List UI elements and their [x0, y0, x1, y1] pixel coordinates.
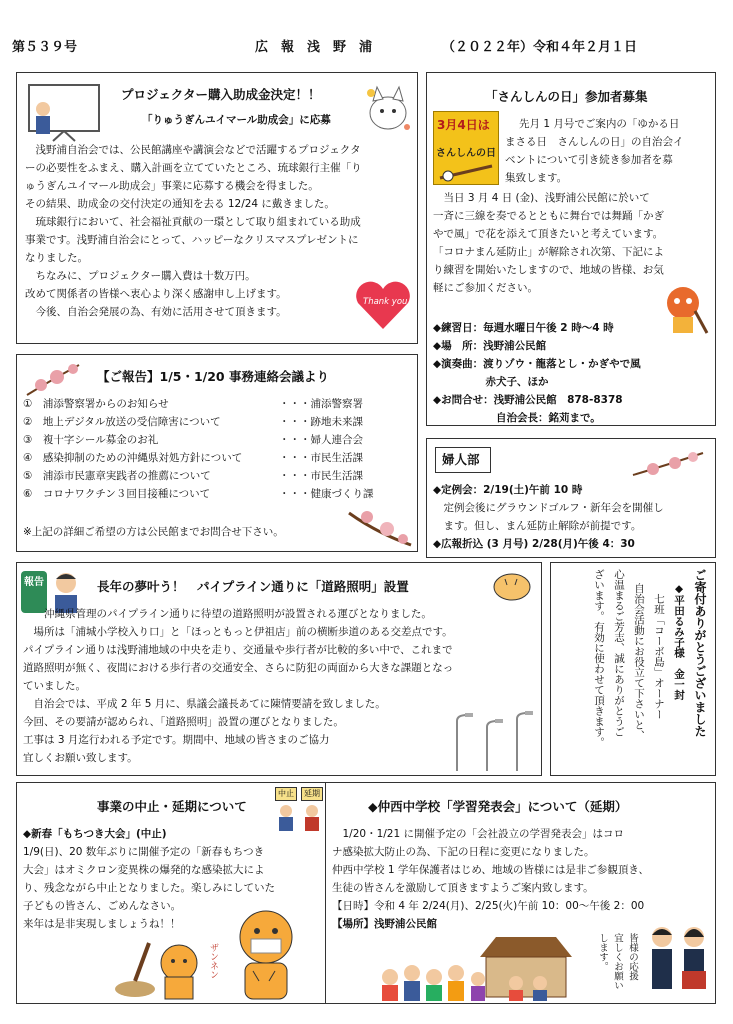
- projector-line: 今後、自治会発展の為、有効に活用させて頂きます。: [25, 306, 287, 318]
- tiger-small-icon: [487, 567, 537, 603]
- blossom-icon: [631, 445, 705, 483]
- sanshin-body-line: 一斉に三線を奏でるとともに舞台では舞踊「かぎ: [433, 210, 664, 222]
- cancel-line: り、残念ながら中止となりました。楽しみにしていた: [23, 882, 275, 894]
- cancel-title: 事業の中止・延期について: [97, 799, 247, 814]
- school-line: ナ感染拡大防止の為、下記の日程に変更になりました。: [332, 846, 595, 858]
- meeting-title: 【ご報告】1/5・1/20 事務連絡会議より: [97, 369, 329, 384]
- lighting-line: 今回、その要請が認められ、「道路照明」設置の運びとなりました。: [23, 716, 344, 728]
- masthead: [12, 36, 722, 56]
- meeting-item-org: ・・・市民生活課: [279, 452, 363, 464]
- cancel-line: 1/9(日)、20 数年ぶりに開催予定の「新春もちつき: [23, 846, 265, 858]
- projector-line: ーの必要性をふまえ、購入計画を立てていたところ、琉球銀行主催「り: [25, 162, 362, 174]
- sanshin-body-line: 当日 3 月 4 日 (金)、浅野浦公民館に於いて: [433, 192, 650, 204]
- crowd-house-illustration: [376, 933, 576, 1003]
- cancel-line: 子どもの皆さん、ごめんなさい。: [23, 900, 182, 912]
- donation-line: 心温まるご芳志、誠にありがとうご: [613, 569, 625, 737]
- lighting-line: 宜しくお願い致します。: [23, 752, 138, 764]
- sanshin-intro-line: ベントについて引き続き参加者を募: [505, 154, 673, 166]
- issue-number: 第５３９号: [12, 40, 78, 55]
- meeting-item-org: ・・・跡地未来課: [279, 416, 363, 428]
- projector-line: 事業です。浅野浦自治会にとって、ハッピーなクリスマスプレゼントに: [25, 234, 359, 246]
- issue-date: （２０２２年）令和４年２月１日: [442, 40, 638, 55]
- meeting-item-label: ② 地上デジタル放送の受信障害について: [23, 416, 221, 428]
- lighting-line: 自治会では、平成 2 年 5 月に、県議会議長あてに陳情要請を致しました。: [23, 698, 386, 710]
- sanshin-intro-line: 先月 1 月号でご案内の「ゆかる日: [519, 118, 680, 130]
- projector-line: ゅうぎんユイマール助成会」事業に応募する機会を得ました。: [25, 180, 319, 192]
- meeting-note: ※上記の詳細ご希望の方は公民館までお問合せ下さい。: [23, 526, 284, 538]
- sign-postpone: 延期: [301, 787, 323, 801]
- projector-screen-illustration: [23, 81, 105, 143]
- students-illustration: [646, 923, 712, 1003]
- poster-date: 3月4日は: [437, 118, 490, 132]
- lighting-line: 場所は「浦城小学校入り口」と「ほっともっと伊祖店」前の横断歩道のある交差点です。: [23, 626, 453, 638]
- projector-line: 改めて関係者の皆様へ衷心より深く感謝申し上げます。: [25, 288, 287, 300]
- lighting-line: パイプライン通りは浅野浦地域の中央を走り、交通量や歩行者が比較的多い中で、これまで: [23, 644, 453, 656]
- report-badge-text: 報告: [24, 577, 44, 588]
- sanshin-title: 「さんしんの日」参加者募集: [485, 89, 648, 104]
- projector-line: ちなみに、プロジェクター購入費は十数万円。: [25, 270, 256, 282]
- lighting-line: 沖縄県管理のパイプライン通りに待望の道路照明が設置される運びとなりました。: [23, 608, 432, 620]
- projector-title: プロジェクター購入助成金決定！！: [121, 87, 321, 102]
- projector-article: [16, 72, 418, 344]
- school-line: 【場所】浅野浦公民館: [332, 918, 437, 930]
- projector-line: 浅野浦自治会では、公民館講座や講演会などで活躍するプロジェクタ: [25, 144, 361, 156]
- sanshin-intro-line: 集致します。: [505, 172, 568, 184]
- zannen-text: ザンネン: [208, 943, 218, 979]
- sanshin-article: [426, 72, 716, 426]
- sanshin-detail: ◆お問合せ：浅野浦公民館 878-8378: [433, 394, 623, 406]
- fujinbu-line: ます。但し、まん延防止解除が前提です。: [433, 520, 642, 532]
- projector-line: なりました。: [25, 252, 88, 264]
- tiger-mask-illustration: [231, 905, 301, 1001]
- meeting-item-org: ・・・婦人連合会: [279, 434, 363, 446]
- cancel-line: 大会」はオミクロン変異株の爆発的な感染拡大によ: [23, 864, 265, 876]
- donation-line: ざいます。有効に使わせて頂きます。: [593, 569, 605, 748]
- fujinbu-article: [426, 438, 716, 558]
- donation-article: [550, 562, 716, 776]
- meeting-item-label: ① 浦添警察署からのお知らせ: [23, 398, 169, 410]
- sign-cancel: 中止: [275, 787, 297, 801]
- sanshin-detail: 自治会長：銘苅まで。: [433, 412, 601, 424]
- sanshin-body-line: 「コロナまん延防止」が解除され次第、下記によ: [433, 246, 664, 258]
- shisa-icon: [657, 281, 709, 337]
- cancel-signs-illustration: [273, 785, 325, 833]
- lighting-title: 長年の夢叶う！ パイプライン通りに「道路照明」設置: [97, 579, 409, 594]
- projector-subtitle: 「りゅうぎんユイマール助成会」に応募: [142, 114, 331, 126]
- fujinbu-line: ◆定例会：2/19(土)午前 10 時: [433, 484, 583, 496]
- support-bubble-line: 皆様の応援: [627, 933, 638, 981]
- meeting-item-org: ・・・浦添警察署: [279, 398, 363, 410]
- school-line: 生徒の皆さんを激励して頂きますようご案内致します。: [332, 882, 594, 894]
- poster-name: さんしんの日: [436, 148, 496, 159]
- mochi-subtitle: ◆新春「もちつき大会」(中止): [23, 828, 167, 840]
- donation-title: ご寄付ありがとうございました: [693, 569, 707, 737]
- cancel-line: 来年は是非実現しましょうね！！: [23, 918, 181, 930]
- paper-name: 広 報 浅 野 浦: [255, 40, 373, 55]
- sanshin-detail: ◆演奏曲：渡りゾウ・龍落とし・かぎやで風: [433, 358, 641, 370]
- cancel-article: [16, 782, 326, 1004]
- meeting-report: [16, 354, 418, 552]
- donation-donor: ◆平田るみ子様 金一封: [673, 583, 685, 700]
- sanshin-intro-line: まさる日 さんしんの日」の自治会イ: [505, 136, 684, 148]
- fujinbu-line: 定例会後にグラウンドゴルフ・新年会を開催し: [433, 502, 664, 514]
- fujinbu-line: ◆広報折込 (3 月号) 2/28(月)午後 4：30: [433, 538, 635, 550]
- sanshin-body-line: やで風」で花を添えて頂きたいと考えています。: [433, 228, 664, 240]
- fujinbu-title-box: [435, 447, 491, 473]
- plum-blossom-icon: [23, 359, 83, 399]
- school-line: 1/20・1/21 に開催予定の「会社設立の学習発表会」はコロ: [332, 828, 624, 840]
- meeting-item-label: ⑤ 浦添市民憲章実践者の推薦について: [23, 470, 211, 482]
- support-bubble-line: します。: [597, 933, 608, 971]
- flower-branch-icon: [347, 503, 413, 549]
- meeting-item-label: ⑥ コロナワクチン３回目接種について: [23, 488, 211, 500]
- sanshin-detail: 赤犬子、ほか: [433, 376, 549, 388]
- heart-thank-you: [353, 279, 413, 331]
- road-lighting-article: [16, 562, 542, 776]
- school-title: ◆仲西中学校「学習発表会」について（延期）: [368, 799, 628, 814]
- school-line: 【日時】令和 4 年 2/24(月)、2/25(火)午前 10：00～午後 2：00: [332, 900, 645, 912]
- school-article: [326, 782, 716, 1004]
- meeting-item-org: ・・・市民生活課: [279, 470, 363, 482]
- meeting-item-label: ③ 複十字シール募金のお礼: [23, 434, 159, 446]
- meeting-item-org: ・・・健康づくり課: [279, 488, 374, 500]
- lighting-line: 工事は 3 月迄行われる予定です。期間中、地域の皆さまのご協力: [23, 734, 330, 746]
- donation-line: 七班「コーボ島」オーナー: [653, 583, 665, 720]
- heart-text: Thank you: [363, 297, 408, 307]
- school-line: 仲西中学校 1 学年保護者はじめ、地域の皆様には是非ご参観頂き、: [332, 864, 650, 876]
- sanshin-body-line: 軽にご参加ください。: [433, 282, 538, 294]
- sanshin-poster: [433, 111, 499, 185]
- sanshin-body-line: り練習を開始いたしますので、地域の皆様、お気: [433, 264, 664, 276]
- tiger-mochi-illustration: [105, 933, 215, 1001]
- projector-line: 琉球銀行において、社会福祉貢献の一環として取り組まれている助成: [25, 216, 361, 228]
- cat-icon: [363, 79, 413, 135]
- lighting-line: 道路照明が無く、夜間における歩行者の交通安全、さらに防犯の両面から大きな課題となっ: [23, 662, 454, 674]
- sanshin-detail: ◆場 所：浅野浦公民館: [433, 340, 547, 352]
- projector-line: その結果、助成金の交付決定の通知を去る 12/24 に戴きました。: [25, 198, 335, 210]
- fujinbu-title: 婦人部: [442, 452, 480, 467]
- lighting-line: ていました。: [23, 680, 86, 692]
- meeting-item-label: ④ 感染抑制のための沖縄県対処方針について: [23, 452, 243, 464]
- donation-line: 自治会活動にお役立て下さいと、: [633, 583, 645, 741]
- sanshin-detail: ◆練習日：毎週水曜日午後 2 時～4 時: [433, 322, 614, 334]
- street-lights-illustration: [437, 709, 537, 773]
- support-bubble-line: 宜しくお願い: [612, 933, 623, 990]
